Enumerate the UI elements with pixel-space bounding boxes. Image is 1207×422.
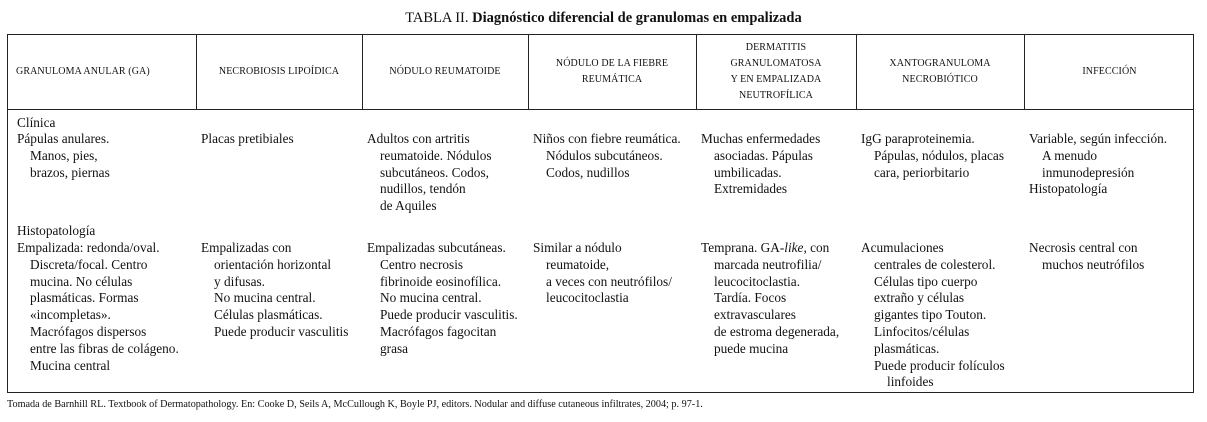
header-dermatitis-granulomatosa <box>696 35 856 109</box>
histopatologia-cell-xantogranuloma-necrobiotico <box>861 240 1023 391</box>
cell-text-line: Codos, nudillos <box>546 164 630 180</box>
cell-text-line: marcada neutrofilia/ <box>714 256 822 272</box>
cell-text-line: Acumulaciones <box>861 240 944 255</box>
cell-text-line: Centro necrosis <box>380 256 464 272</box>
cell-text-line: cara, periorbitario <box>874 164 970 180</box>
cell-text-line: plasmáticas. <box>874 340 940 356</box>
header-necrobiosis-lipoidica <box>196 35 362 109</box>
cell-text-line: y difusas. <box>214 273 265 289</box>
cell-text-line: Linfocitos/células <box>874 323 970 339</box>
cell-text-line: reumatoide. Nódulos <box>380 147 492 163</box>
section-label-histopatologia: Histopatología <box>17 223 96 238</box>
cell-text-line: umbilicadas. <box>714 164 782 180</box>
header-text-line: REUMÁTICA <box>581 74 643 85</box>
header-text-line: NEUTROFÍLICA <box>739 90 813 101</box>
table-number: TABLA II. <box>405 10 469 26</box>
cell-text-line: Empalizadas con <box>201 240 292 255</box>
histopatologia-cell-infeccion <box>1029 240 1194 274</box>
table-caption: Diagnóstico diferencial de granulomas en empalizada <box>472 10 802 26</box>
cell-text-line: Necrosis central con <box>1029 240 1138 255</box>
header-text-line: Y EN EMPALIZADA <box>730 74 822 85</box>
header-text-line: DERMATITIS <box>745 42 807 53</box>
cell-text-line: puede mucina <box>714 340 789 356</box>
header-text-line: NÓDULO REUMATOIDE <box>389 66 501 77</box>
cell-text-line: centrales de colesterol. <box>874 256 996 272</box>
histopatologia-cell-dermatitis-granulomatosa <box>701 240 855 358</box>
cell-text-line: Histopatología <box>1029 181 1108 197</box>
header-text-line: GRANULOMA ANULAR (GA) <box>16 66 150 77</box>
header-xantogranuloma-necrobiotico <box>856 35 1024 109</box>
cell-text-line: Adultos con artritis <box>367 131 470 146</box>
clinica-cell-nodulo-reumatoide <box>367 131 527 215</box>
cell-text-line: asociadas. Pápulas <box>714 147 813 163</box>
cell-text-line: nudillos, tendón <box>380 181 466 197</box>
cell-text-line: Similar a nódulo <box>533 240 622 255</box>
cell-text-line: Temprana. GA-like, con <box>701 240 830 255</box>
cell-text-line: inmunodepresión <box>1042 164 1135 180</box>
cell-text-line: No mucina central. <box>380 290 482 306</box>
header-text-line: GRANULOMATOSA <box>730 58 822 69</box>
histopatologia-cell-nodulo-reumatoide <box>367 240 527 358</box>
cell-text-line: leucocitoclastia. <box>714 273 801 289</box>
cell-text-line: Células plasmáticas. <box>214 307 323 323</box>
cell-text-line: Placas pretibiales <box>201 131 294 146</box>
cell-text-line: reumatoide, <box>546 256 610 272</box>
header-text-line: NÓDULO DE LA FIEBRE <box>555 58 669 69</box>
histopatologia-cell-granuloma-anular <box>17 240 199 374</box>
cell-text-line: Puede producir vasculitis <box>214 323 349 339</box>
header-granuloma-anular <box>8 35 196 109</box>
cell-text-line: de Aquiles <box>380 198 437 214</box>
cell-text-line: Empalizada: redonda/oval. <box>17 240 160 255</box>
cell-text-line: subcutáneos. Codos, <box>380 164 489 180</box>
cell-text-line: linfoides <box>887 374 934 390</box>
clinica-cell-xantogranuloma-necrobiotico <box>861 131 1023 181</box>
cell-text-line: A menudo <box>1042 147 1098 163</box>
header-text-line: INFECCIÓN <box>1082 66 1137 77</box>
cell-text-line: Variable, según infección. <box>1029 131 1168 146</box>
cell-text-line: Muchas enfermedades <box>701 131 821 146</box>
cell-text-line: Células tipo cuerpo <box>874 273 978 289</box>
cell-text-line: «incompletas». <box>30 307 111 323</box>
clinica-cell-dermatitis-granulomatosa <box>701 131 855 198</box>
cell-text-line: Mucina central <box>30 357 111 373</box>
cell-text-line: extraño y células <box>874 290 965 306</box>
cell-text-line: a veces con neutrófilos/ <box>546 273 672 289</box>
differential-diagnosis-table <box>7 34 1194 393</box>
histopatologia-cell-necrobiosis-lipoidica <box>201 240 361 341</box>
cell-text-line: Niños con fiebre reumática. <box>533 131 681 146</box>
histopatologia-cell-nodulo-fiebre-reumatica <box>533 240 695 307</box>
cell-text-line: extravasculares <box>714 307 796 323</box>
clinica-cell-granuloma-anular <box>17 131 199 181</box>
cell-text-line: gigantes tipo Touton. <box>874 307 987 323</box>
cell-text-line: Puede producir vasculitis. <box>380 307 518 323</box>
header-divider <box>8 109 1193 110</box>
cell-text-line: muchos neutrófilos <box>1042 256 1145 272</box>
cell-text-line: orientación horizontal <box>214 256 332 272</box>
cell-text-line: Puede producir folículos <box>874 357 1005 373</box>
header-infeccion <box>1024 35 1195 109</box>
cell-text-line: leucocitoclastia <box>546 290 629 306</box>
header-text-line: XANTOGRANULOMA <box>889 58 991 69</box>
cell-text-line: plasmáticas. Formas <box>30 290 139 306</box>
cell-text-line: mucina. No células <box>30 273 133 289</box>
source-footnote: Tomada de Barnhill RL. Textbook of Dermatopathology. En: Cooke D, Seils A, McCullough K, Boyle PJ, editors. Nodular and diffuse cutaneous infiltrates, 2004; p. 97-1. <box>7 399 703 410</box>
header-nodulo-fiebre-reumatica <box>528 35 696 109</box>
cell-text-line: grasa <box>380 340 409 356</box>
section-label-clinica: Clínica <box>17 115 56 130</box>
cell-text-line: IgG paraproteinemia. <box>861 131 975 146</box>
cell-text-line: entre las fibras de colágeno. <box>30 340 179 356</box>
clinica-cell-necrobiosis-lipoidica <box>201 131 361 148</box>
cell-text-line: Macrófagos fagocitan <box>380 323 497 339</box>
header-text-line: NECROBIOSIS LIPOÍDICA <box>218 66 340 77</box>
table-title <box>0 9 1207 27</box>
cell-text-line: Empalizadas subcutáneas. <box>367 240 506 255</box>
cell-text-line: Manos, pies, <box>30 147 98 163</box>
clinica-cell-nodulo-fiebre-reumatica <box>533 131 695 181</box>
clinica-cell-infeccion <box>1029 131 1194 198</box>
cell-text-line: Pápulas, nódulos, placas <box>874 147 1004 163</box>
cell-text-line: Nódulos subcutáneos. <box>546 147 663 163</box>
cell-text-line: Pápulas anulares. <box>17 131 110 146</box>
cell-text-line: Extremidades <box>714 181 788 197</box>
header-text-line: NECROBIÓTICO <box>902 74 978 85</box>
cell-text-line: Macrófagos dispersos <box>30 323 147 339</box>
cell-text-line: No mucina central. <box>214 290 316 306</box>
cell-text-line: fibrinoide eosinofílica. <box>380 273 502 289</box>
cell-text-line: brazos, piernas <box>30 164 110 180</box>
cell-text-line: Discreta/focal. Centro <box>30 256 148 272</box>
cell-text-line: de estroma degenerada, <box>714 323 840 339</box>
header-nodulo-reumatoide <box>362 35 528 109</box>
cell-text-line: Tardía. Focos <box>714 290 787 306</box>
